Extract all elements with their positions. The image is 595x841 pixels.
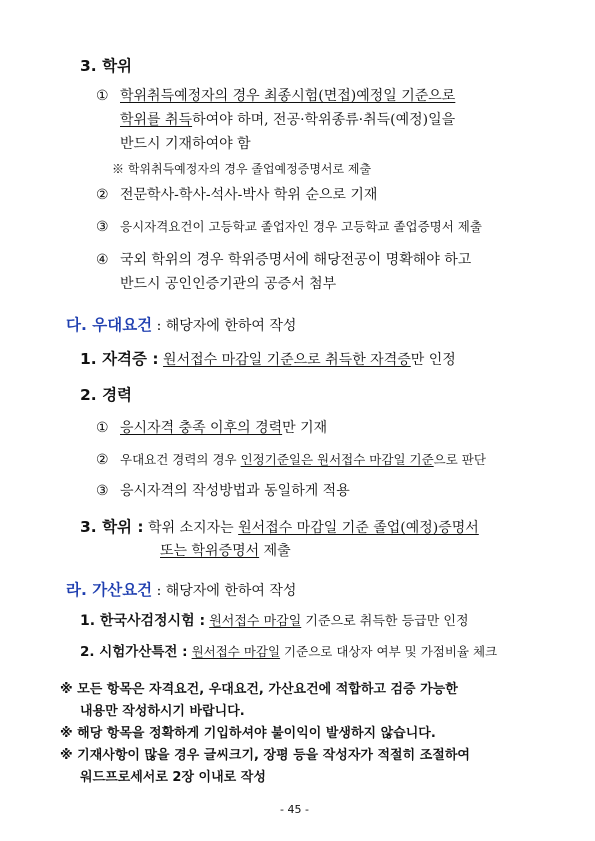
career-heading: 2. 경력 <box>80 386 133 404</box>
bonus-heading: 라. 가산요건 <box>66 581 153 599</box>
career-item-3-number: ③ <box>96 483 109 499</box>
note-1-line2: 내용만 작성하시기 바랍니다. <box>80 704 245 719</box>
page-number: - 45 - <box>280 803 309 816</box>
degree-item-4-line1: 국외 학위의 경우 학위증명서에 해당전공이 명확해야 하고 <box>120 252 472 268</box>
korean-history-exam: 1. 한국사검정시험 : 원서접수 마감일 기준으로 취득한 등급만 인정 <box>80 613 469 629</box>
exam-bonus-privilege: 2. 시험가산특전 : 원서접수 마감일 기준으로 대상자 여부 및 가점비율 체크 <box>80 644 498 660</box>
degree-item-2-number: ② <box>96 187 109 203</box>
bonus-section-header: 라. 가산요건 : 해당자에 한하여 작성 <box>66 581 297 599</box>
career-item-1-number: ① <box>96 420 109 436</box>
note-3-line2: 워드프로세서로 2장 이내로 작성 <box>80 770 266 785</box>
degree-item-3: 응시자격요건이 고등학교 졸업자인 경우 고등학교 졸업증명서 제출 <box>120 219 482 234</box>
degree-note: ※ 학위취득예정자의 경우 졸업예정증명서로 제출 <box>112 162 372 176</box>
note-2: ※ 해당 항목을 정확하게 기입하셔야 불이익이 발생하지 않습니다. <box>60 726 436 741</box>
degree-item-4-line2: 반드시 공인인증기관의 공증서 첨부 <box>120 276 337 292</box>
degree-item-1-line1: 학위취득예정자의 경우 최종시험(면접)예정일 기준으로 <box>120 88 456 104</box>
preference-desc: 해당자에 한하여 작성 <box>165 318 297 334</box>
career-item-3: 응시자격의 작성방법과 동일하게 적용 <box>120 483 350 499</box>
degree-item-2: 전문학사-학사-석사-박사 학위 순으로 기재 <box>120 187 378 203</box>
career-item-2-number: ② <box>96 452 109 468</box>
preference-certificate: 1. 자격증 : 원서접수 마감일 기준으로 취득한 자격증만 인정 <box>80 350 456 368</box>
note-1-line1: ※ 모든 항목은 자격요건, 우대요건, 가산요건에 적합하고 검증 가능한 <box>60 682 458 697</box>
note-3-line1: ※ 기재사항이 많을 경우 글씨크기, 장평 등을 작성자가 적절히 조절하여 <box>60 748 470 763</box>
degree-item-4-number: ④ <box>96 252 109 268</box>
preference-section-header: 다. 우대요건 : 해당자에 한하여 작성 <box>66 316 297 334</box>
degree-item-3-number: ③ <box>96 219 109 235</box>
degree-item-1-line2: 학위를 취득하여야 하며, 전공·학위종류·취득(예정)일을 <box>120 112 456 128</box>
degree-item-1-line3: 반드시 기재하여야 함 <box>120 136 251 152</box>
preference-degree-line1: 3. 학위 : 학위 소지자는 원서접수 마감일 기준 졸업(예정)증명서 <box>80 518 479 536</box>
career-item-2: 우대요건 경력의 경우 인정기준일은 원서접수 마감일 기준으로 판단 <box>120 452 486 467</box>
degree-item-1-number: ① <box>96 88 109 104</box>
bonus-desc: 해당자에 한하여 작성 <box>165 583 297 599</box>
preference-degree-line2: 또는 학위증명서 제출 <box>160 543 291 559</box>
preference-heading: 다. 우대요건 <box>66 316 153 334</box>
career-item-1: 응시자격 충족 이후의 경력만 기재 <box>120 420 328 436</box>
degree-heading: 3. 학위 <box>80 57 133 75</box>
